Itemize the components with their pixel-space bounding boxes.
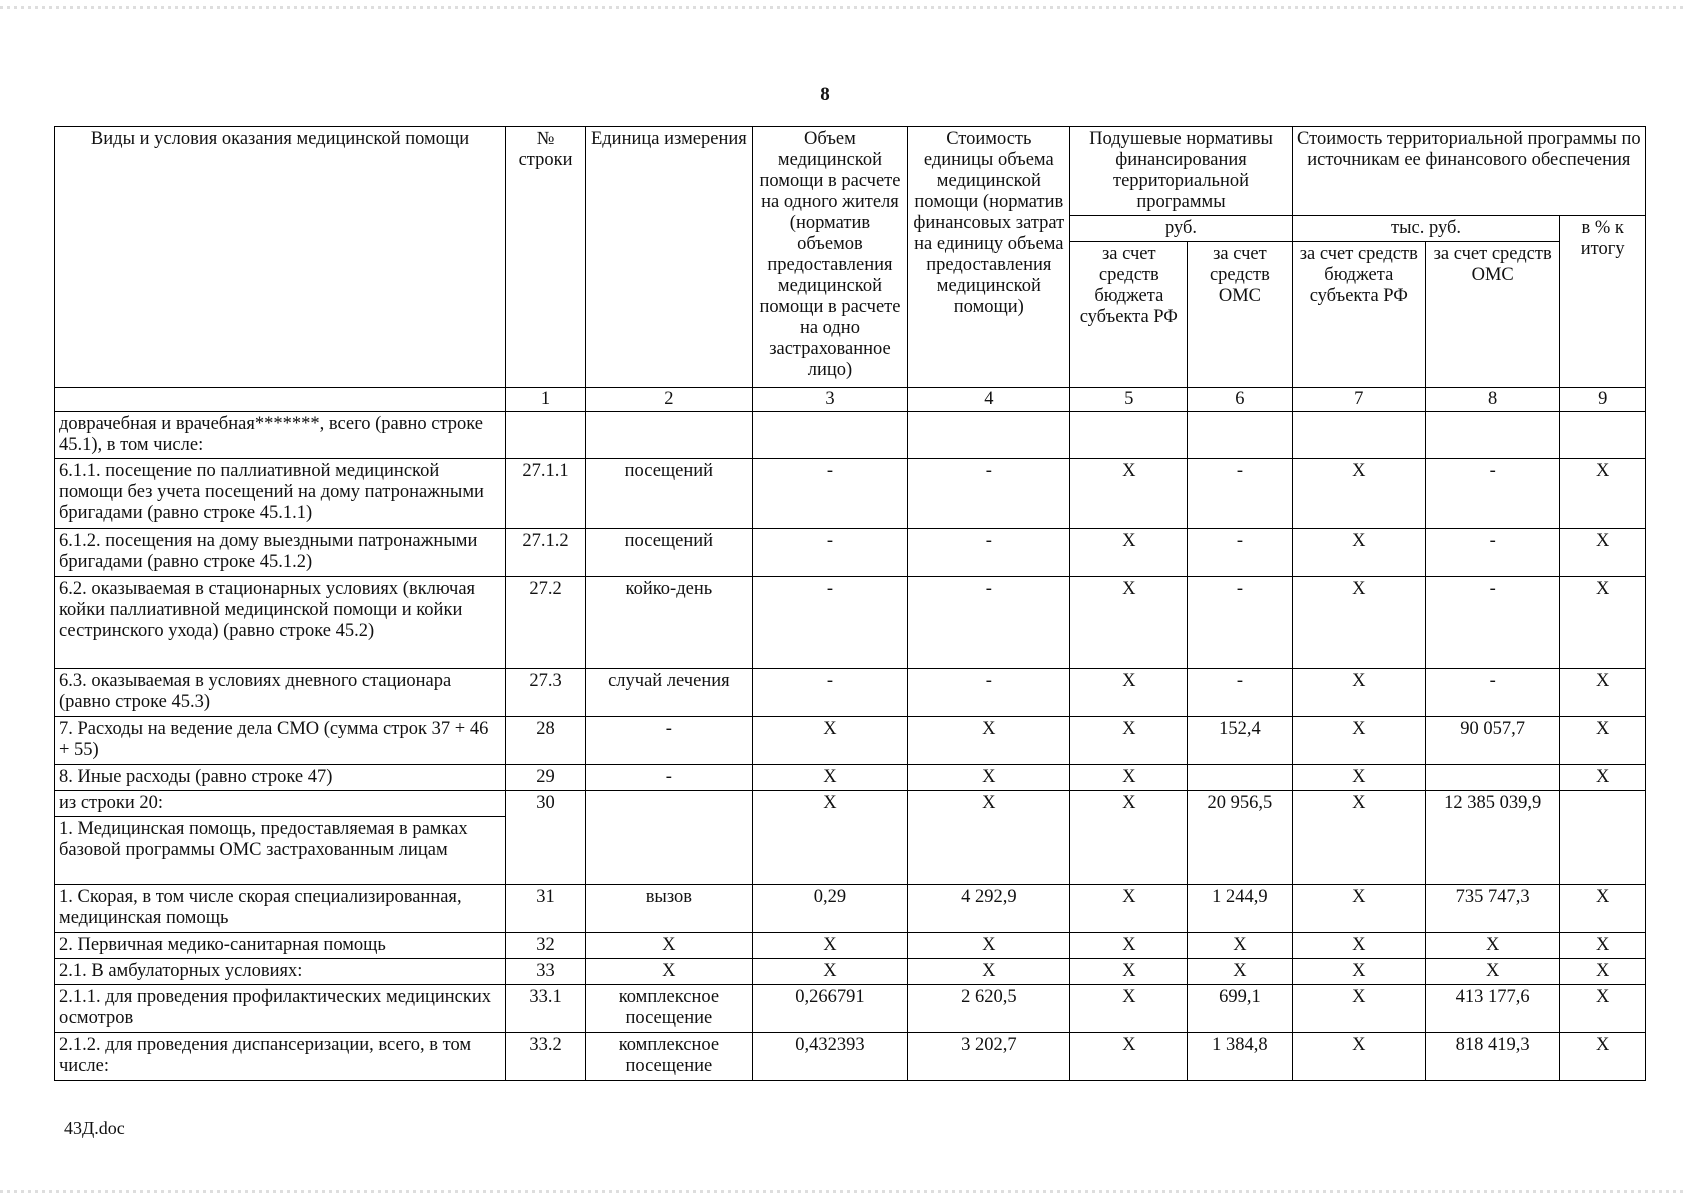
table-row: [55, 459, 1646, 529]
row-name: 1. Медицинская помощь, предоставляемая в рамках базовой программы ОМС застрахованным лицам: [55, 817, 506, 885]
table-row: [55, 959, 1646, 985]
row-cost: X: [908, 765, 1070, 791]
row-name: доврачебная и врачебная*******, всего (равно строке 45.1), в том числе:: [55, 412, 506, 459]
header-oms: за счет средств ОМС: [1188, 242, 1292, 388]
row-name: 7. Расходы на ведение дела СМО (сумма строк 37 + 46 + 55): [55, 717, 506, 765]
row-no: 33: [506, 959, 586, 985]
row-oms-total: 735 747,3: [1425, 885, 1559, 933]
row-name: 6.3. оказываемая в условиях дневного стационара (равно строке 45.3): [55, 669, 506, 717]
row-oms-total: -: [1425, 577, 1559, 669]
row-unit: [586, 791, 753, 885]
file-name-footer: 43Д.doc: [64, 1118, 125, 1138]
header-unit: Единица измерения: [586, 127, 753, 388]
row-oms-percapita: [1188, 412, 1292, 459]
row-oms-percapita: -: [1188, 529, 1292, 577]
row-oms-total: [1425, 765, 1559, 791]
row-cost: -: [908, 459, 1070, 529]
row-no: [506, 412, 586, 459]
row-no: 29: [506, 765, 586, 791]
row-budget-total: [1292, 412, 1425, 459]
colnum: 5: [1070, 388, 1188, 412]
row-budget-total: X: [1292, 765, 1425, 791]
row-budget-percapita: [1070, 412, 1188, 459]
row-no: 32: [506, 933, 586, 959]
row-unit: посещений: [586, 459, 753, 529]
scan-edge-bottom: [0, 1190, 1686, 1193]
row-oms-percapita: 152,4: [1188, 717, 1292, 765]
row-pct: X: [1560, 985, 1646, 1033]
row-volume: -: [752, 529, 908, 577]
row-no: 30: [506, 791, 586, 885]
header-thous-rub: тыс. руб.: [1292, 216, 1560, 242]
row-cost: -: [908, 529, 1070, 577]
row-no: 27.1.1: [506, 459, 586, 529]
colnum: 1: [506, 388, 586, 412]
row-oms-total: -: [1425, 669, 1559, 717]
row-cost: X: [908, 791, 1070, 885]
row-no: 27.3: [506, 669, 586, 717]
column-numbers-row: [55, 388, 1646, 412]
row-unit: -: [586, 717, 753, 765]
row-volume: -: [752, 669, 908, 717]
row-pct: X: [1560, 459, 1646, 529]
row-budget-percapita: X: [1070, 791, 1188, 885]
row-pct: X: [1560, 669, 1646, 717]
table-row: [55, 885, 1646, 933]
row-oms-total: [1425, 412, 1559, 459]
row-volume: X: [752, 959, 908, 985]
row-oms-total: 413 177,6: [1425, 985, 1559, 1033]
row-volume: -: [752, 459, 908, 529]
row-oms-total: 818 419,3: [1425, 1033, 1559, 1081]
row-budget-percapita: X: [1070, 669, 1188, 717]
row-oms-percapita: [1188, 765, 1292, 791]
row-volume: X: [752, 791, 908, 885]
table-row: [55, 577, 1646, 669]
row-budget-percapita: X: [1070, 933, 1188, 959]
row-volume: -: [752, 577, 908, 669]
row-budget-percapita: X: [1070, 529, 1188, 577]
row-oms-total: -: [1425, 459, 1559, 529]
table-row: [55, 791, 1646, 817]
row-name: 6.2. оказываемая в стационарных условиях (включая койки паллиативной медицинской помощи и койки сестринского ухода) (равно строке 45.2): [55, 577, 506, 669]
row-oms-percapita: 20 956,5: [1188, 791, 1292, 885]
table-row: [55, 529, 1646, 577]
row-no: 27.1.2: [506, 529, 586, 577]
row-name: 2.1.2. для проведения диспансеризации, всего, в том числе:: [55, 1033, 506, 1081]
colnum: 6: [1188, 388, 1292, 412]
row-budget-total: X: [1292, 529, 1425, 577]
row-oms-percapita: 1 384,8: [1188, 1033, 1292, 1081]
row-volume: X: [752, 765, 908, 791]
row-pct: X: [1560, 717, 1646, 765]
row-pct: X: [1560, 529, 1646, 577]
row-no: 31: [506, 885, 586, 933]
row-cost: [908, 412, 1070, 459]
header-rub: руб.: [1070, 216, 1292, 242]
row-name: 2.1.1. для проведения профилактических медицинских осмотров: [55, 985, 506, 1033]
header-oms-2: за счет средств ОМС: [1425, 242, 1559, 388]
colnum: 9: [1560, 388, 1646, 412]
row-budget-percapita: X: [1070, 765, 1188, 791]
row-unit: -: [586, 765, 753, 791]
table-row: [55, 985, 1646, 1033]
row-unit: случай лечения: [586, 669, 753, 717]
header-volume: Объем медицинской помощи в расчете на одного жителя (норматив объемов предоставления медицинской помощи в расчете на одно застрахованное лицо): [752, 127, 908, 388]
table-row: [55, 1033, 1646, 1081]
colnum-empty: [55, 388, 506, 412]
row-name: 2. Первичная медико-санитарная помощь: [55, 933, 506, 959]
row-budget-percapita: X: [1070, 985, 1188, 1033]
row-name: 8. Иные расходы (равно строке 47): [55, 765, 506, 791]
row-cost: X: [908, 933, 1070, 959]
row-budget-percapita: X: [1070, 1033, 1188, 1081]
row-budget-total: X: [1292, 669, 1425, 717]
colnum: 7: [1292, 388, 1425, 412]
row-oms-percapita: X: [1188, 959, 1292, 985]
row-pct: X: [1560, 933, 1646, 959]
header-budget-rf-2: за счет средств бюджета субъекта РФ: [1292, 242, 1425, 388]
header-row-no: № строки: [506, 127, 586, 388]
colnum: 8: [1425, 388, 1559, 412]
row-no: 28: [506, 717, 586, 765]
table-row: [55, 933, 1646, 959]
colnum: 3: [752, 388, 908, 412]
table-row: [55, 412, 1646, 459]
table-row: [55, 717, 1646, 765]
row-pct: X: [1560, 1033, 1646, 1081]
row-oms-percapita: -: [1188, 577, 1292, 669]
header-program-cost: Стоимость территориальной программы по источникам ее финансового обеспечения: [1292, 127, 1645, 216]
row-oms-total: X: [1425, 933, 1559, 959]
row-name: 6.1.2. посещения на дому выездными патронажными бригадами (равно строке 45.1.2): [55, 529, 506, 577]
row-budget-total: X: [1292, 985, 1425, 1033]
row-budget-total: X: [1292, 959, 1425, 985]
header-cost: Стоимость единицы объема медицинской помощи (норматив финансовых затрат на единицу объема предоставления медицинской помощи): [908, 127, 1070, 388]
header-pct: в % к итогу: [1560, 216, 1646, 388]
row-oms-percapita: 1 244,9: [1188, 885, 1292, 933]
row-oms-total: 90 057,7: [1425, 717, 1559, 765]
row-unit: комплексное посещение: [586, 985, 753, 1033]
row-unit: посещений: [586, 529, 753, 577]
table-row: [55, 765, 1646, 791]
row-unit: комплексное посещение: [586, 1033, 753, 1081]
row-cost: X: [908, 959, 1070, 985]
row-oms-total: 12 385 039,9: [1425, 791, 1559, 885]
row-no: 27.2: [506, 577, 586, 669]
row-no: 33.1: [506, 985, 586, 1033]
row-unit: X: [586, 933, 753, 959]
row-budget-total: X: [1292, 577, 1425, 669]
header-kind: Виды и условия оказания медицинской помощи: [55, 127, 506, 388]
row-name: из строки 20:: [55, 791, 506, 817]
row-pct: X: [1560, 765, 1646, 791]
row-cost: -: [908, 669, 1070, 717]
row-oms-total: -: [1425, 529, 1559, 577]
row-unit: вызов: [586, 885, 753, 933]
row-unit: X: [586, 959, 753, 985]
scan-edge-top: [0, 6, 1686, 9]
row-volume: 0,29: [752, 885, 908, 933]
row-pct: [1560, 412, 1646, 459]
financing-table: [54, 126, 1646, 1081]
row-volume: X: [752, 717, 908, 765]
row-budget-percapita: X: [1070, 577, 1188, 669]
colnum: 4: [908, 388, 1070, 412]
row-volume: 0,432393: [752, 1033, 908, 1081]
row-no: 33.2: [506, 1033, 586, 1081]
row-volume: 0,266791: [752, 985, 908, 1033]
row-budget-total: X: [1292, 459, 1425, 529]
header-percapita: Подушевые нормативы финансирования территориальной программы: [1070, 127, 1292, 216]
row-budget-total: X: [1292, 717, 1425, 765]
colnum: 2: [586, 388, 753, 412]
page-number: 8: [820, 84, 830, 105]
row-oms-percapita: -: [1188, 459, 1292, 529]
row-budget-total: X: [1292, 885, 1425, 933]
row-volume: X: [752, 933, 908, 959]
row-oms-total: X: [1425, 959, 1559, 985]
row-cost: 3 202,7: [908, 1033, 1070, 1081]
row-unit: койко-день: [586, 577, 753, 669]
row-budget-percapita: X: [1070, 959, 1188, 985]
row-oms-percapita: -: [1188, 669, 1292, 717]
row-oms-percapita: 699,1: [1188, 985, 1292, 1033]
row-pct: X: [1560, 959, 1646, 985]
row-cost: 4 292,9: [908, 885, 1070, 933]
row-budget-percapita: X: [1070, 459, 1188, 529]
header-budget-rf: за счет средств бюджета субъекта РФ: [1070, 242, 1188, 388]
table-row: [55, 669, 1646, 717]
row-budget-total: X: [1292, 933, 1425, 959]
row-pct: X: [1560, 885, 1646, 933]
row-cost: -: [908, 577, 1070, 669]
row-cost: 2 620,5: [908, 985, 1070, 1033]
row-budget-total: X: [1292, 1033, 1425, 1081]
row-budget-percapita: X: [1070, 717, 1188, 765]
row-volume: [752, 412, 908, 459]
row-name: 2.1. В амбулаторных условиях:: [55, 959, 506, 985]
row-pct: [1560, 791, 1646, 885]
row-name: 6.1.1. посещение по паллиативной медицинской помощи без учета посещений на дому патронажными бригадами (равно строке 45.1.1): [55, 459, 506, 529]
row-unit: [586, 412, 753, 459]
row-oms-percapita: X: [1188, 933, 1292, 959]
row-cost: X: [908, 717, 1070, 765]
row-budget-percapita: X: [1070, 885, 1188, 933]
row-budget-total: X: [1292, 791, 1425, 885]
row-name: 1. Скорая, в том числе скорая специализированная, медицинская помощь: [55, 885, 506, 933]
header-row-1: [55, 127, 1646, 216]
row-pct: X: [1560, 577, 1646, 669]
